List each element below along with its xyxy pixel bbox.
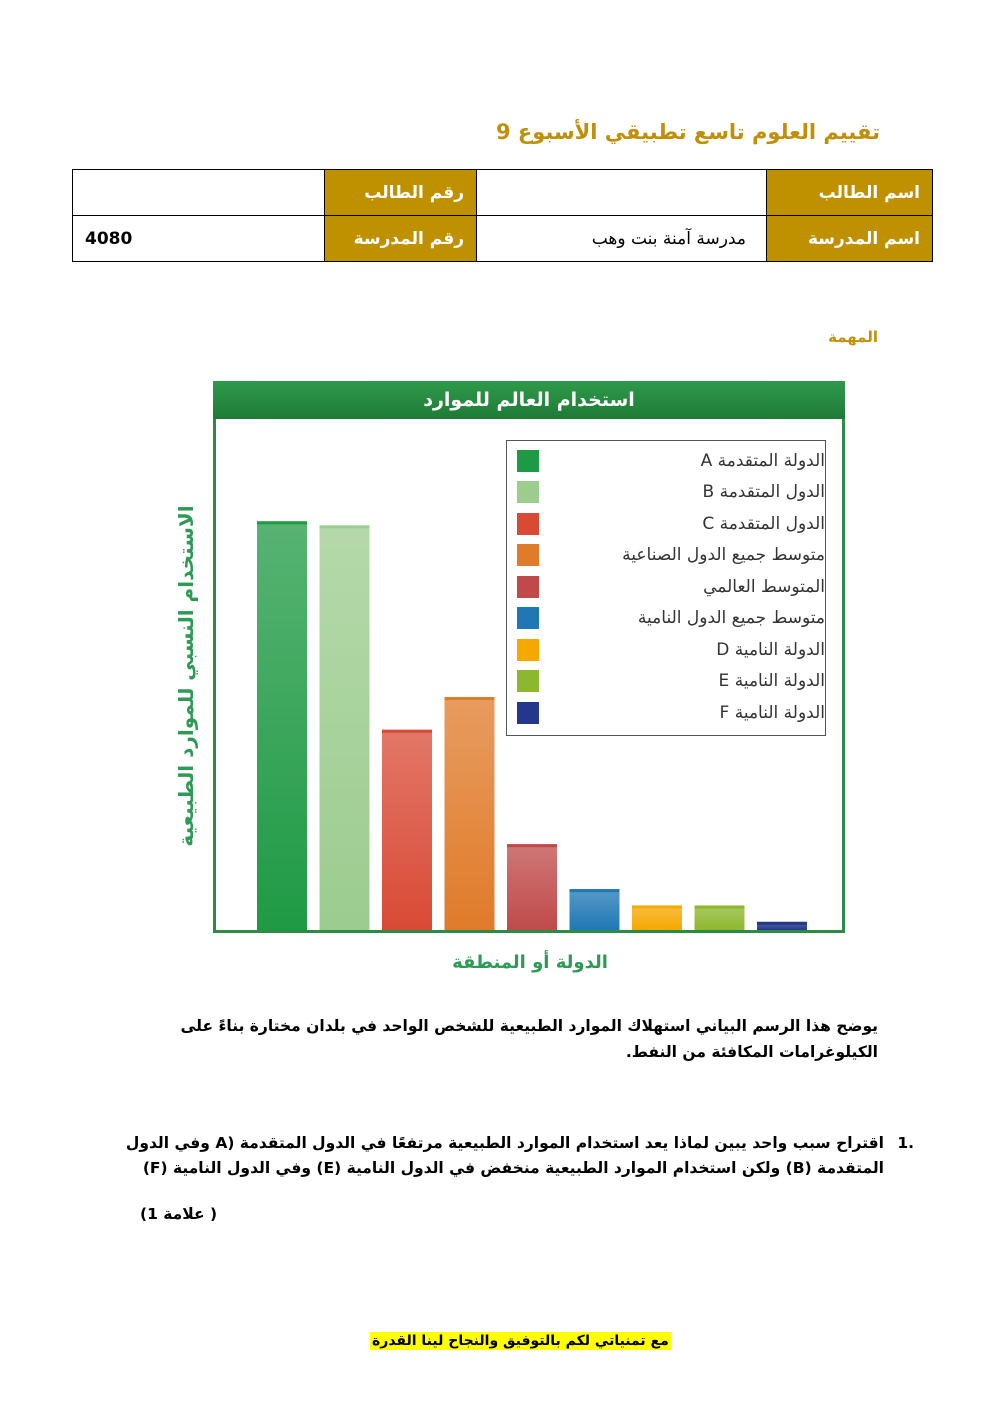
x-axis-label: الدولة أو المنطقة: [452, 952, 608, 973]
bar-4: [445, 697, 495, 930]
legend-item: [507, 477, 825, 509]
question-text: اقتراح سبب واحد يبين لماذا يعد استخدام الموارد الطبيعية مرتفعًا في الدول المتقدمة (A وفي الدول المتقدمة (B) ولكن استخدام الموارد الطبيعية منخفض في الدول النامية (E) وفي الدول النامية (F): [125, 1134, 884, 1177]
y-axis-label: الاستخدام النسبي للموارد الطبيعية: [174, 505, 198, 847]
bar-4-top: [445, 697, 495, 700]
legend-swatch: [517, 576, 539, 598]
student-name-field[interactable]: [477, 170, 767, 216]
bar-3-top: [382, 730, 432, 733]
bar-8: [695, 905, 745, 930]
legend-label: متوسط جميع الدول الصناعية: [622, 545, 825, 566]
legend-label: الدولة النامية D: [716, 639, 825, 660]
school-number-label: رقم المدرسة: [325, 216, 477, 262]
student-number-field[interactable]: [73, 170, 325, 216]
bar-6-top: [570, 889, 620, 892]
bar-2-top: [320, 525, 370, 528]
legend-swatch: [517, 607, 539, 629]
student-number-label: رقم الطالب: [325, 170, 477, 216]
bar-5-top: [507, 844, 557, 847]
school-name-value: مدرسة آمنة بنت وهب: [477, 216, 767, 262]
legend-swatch: [517, 544, 539, 566]
chart-title: استخدام العالم للموارد: [213, 381, 845, 419]
bar-3: [382, 730, 432, 930]
bar-5: [507, 844, 557, 930]
question-1: [124, 1131, 914, 1181]
legend-item: [507, 540, 825, 572]
legend-item: [507, 571, 825, 603]
legend-swatch: [517, 670, 539, 692]
footer-note: مع تمنياتي لكم بالتوفيق والنجاح لينا القدرة: [372, 1333, 669, 1349]
task-label: المهمة: [828, 328, 878, 346]
legend-item: [507, 697, 825, 729]
legend-item: [507, 634, 825, 666]
mark-label: ( علامة 1): [140, 1205, 218, 1223]
question-number: .1: [897, 1134, 914, 1152]
chart-description: يوضح هذا الرسم البياني استهلاك الموارد الطبيعية للشخص الواحد في بلدان مختارة بناءً على الكيلوغرامات المكافئة من النفط.: [180, 1017, 878, 1061]
school-number-value: 4080: [73, 216, 325, 262]
legend-swatch: [517, 702, 539, 724]
bar-9-top: [757, 922, 807, 925]
legend-label: الدول المتقدمة C: [702, 513, 825, 534]
student-name-label: اسم الطالب: [767, 170, 933, 216]
bar-1-top: [257, 521, 307, 524]
legend-label: المتوسط العالمي: [703, 576, 825, 597]
bar-7-top: [632, 905, 682, 908]
bar-1: [257, 521, 307, 930]
legend-label: الدولة المتقدمة A: [700, 450, 825, 471]
bar-6: [570, 889, 620, 930]
school-name-label: اسم المدرسة: [767, 216, 933, 262]
legend-label: الدولة النامية E: [718, 671, 825, 692]
legend-swatch: [517, 450, 539, 472]
legend-label: الدولة النامية F: [719, 702, 825, 723]
student-info-table: [72, 169, 933, 262]
legend-item: [507, 445, 825, 477]
legend-label: الدول المتقدمة B: [702, 482, 825, 503]
bar-2: [320, 525, 370, 930]
legend-swatch: [517, 639, 539, 661]
page-title: تقييم العلوم تاسع تطبيقي الأسبوع 9: [495, 120, 880, 144]
legend-swatch: [517, 513, 539, 535]
legend-label: متوسط جميع الدول النامية: [637, 608, 825, 629]
legend-item: [507, 666, 825, 698]
chart-legend: [506, 440, 826, 736]
bar-7: [632, 905, 682, 930]
bar-8-top: [695, 905, 745, 908]
legend-item: [507, 508, 825, 540]
legend-item: [507, 603, 825, 635]
legend-swatch: [517, 481, 539, 503]
